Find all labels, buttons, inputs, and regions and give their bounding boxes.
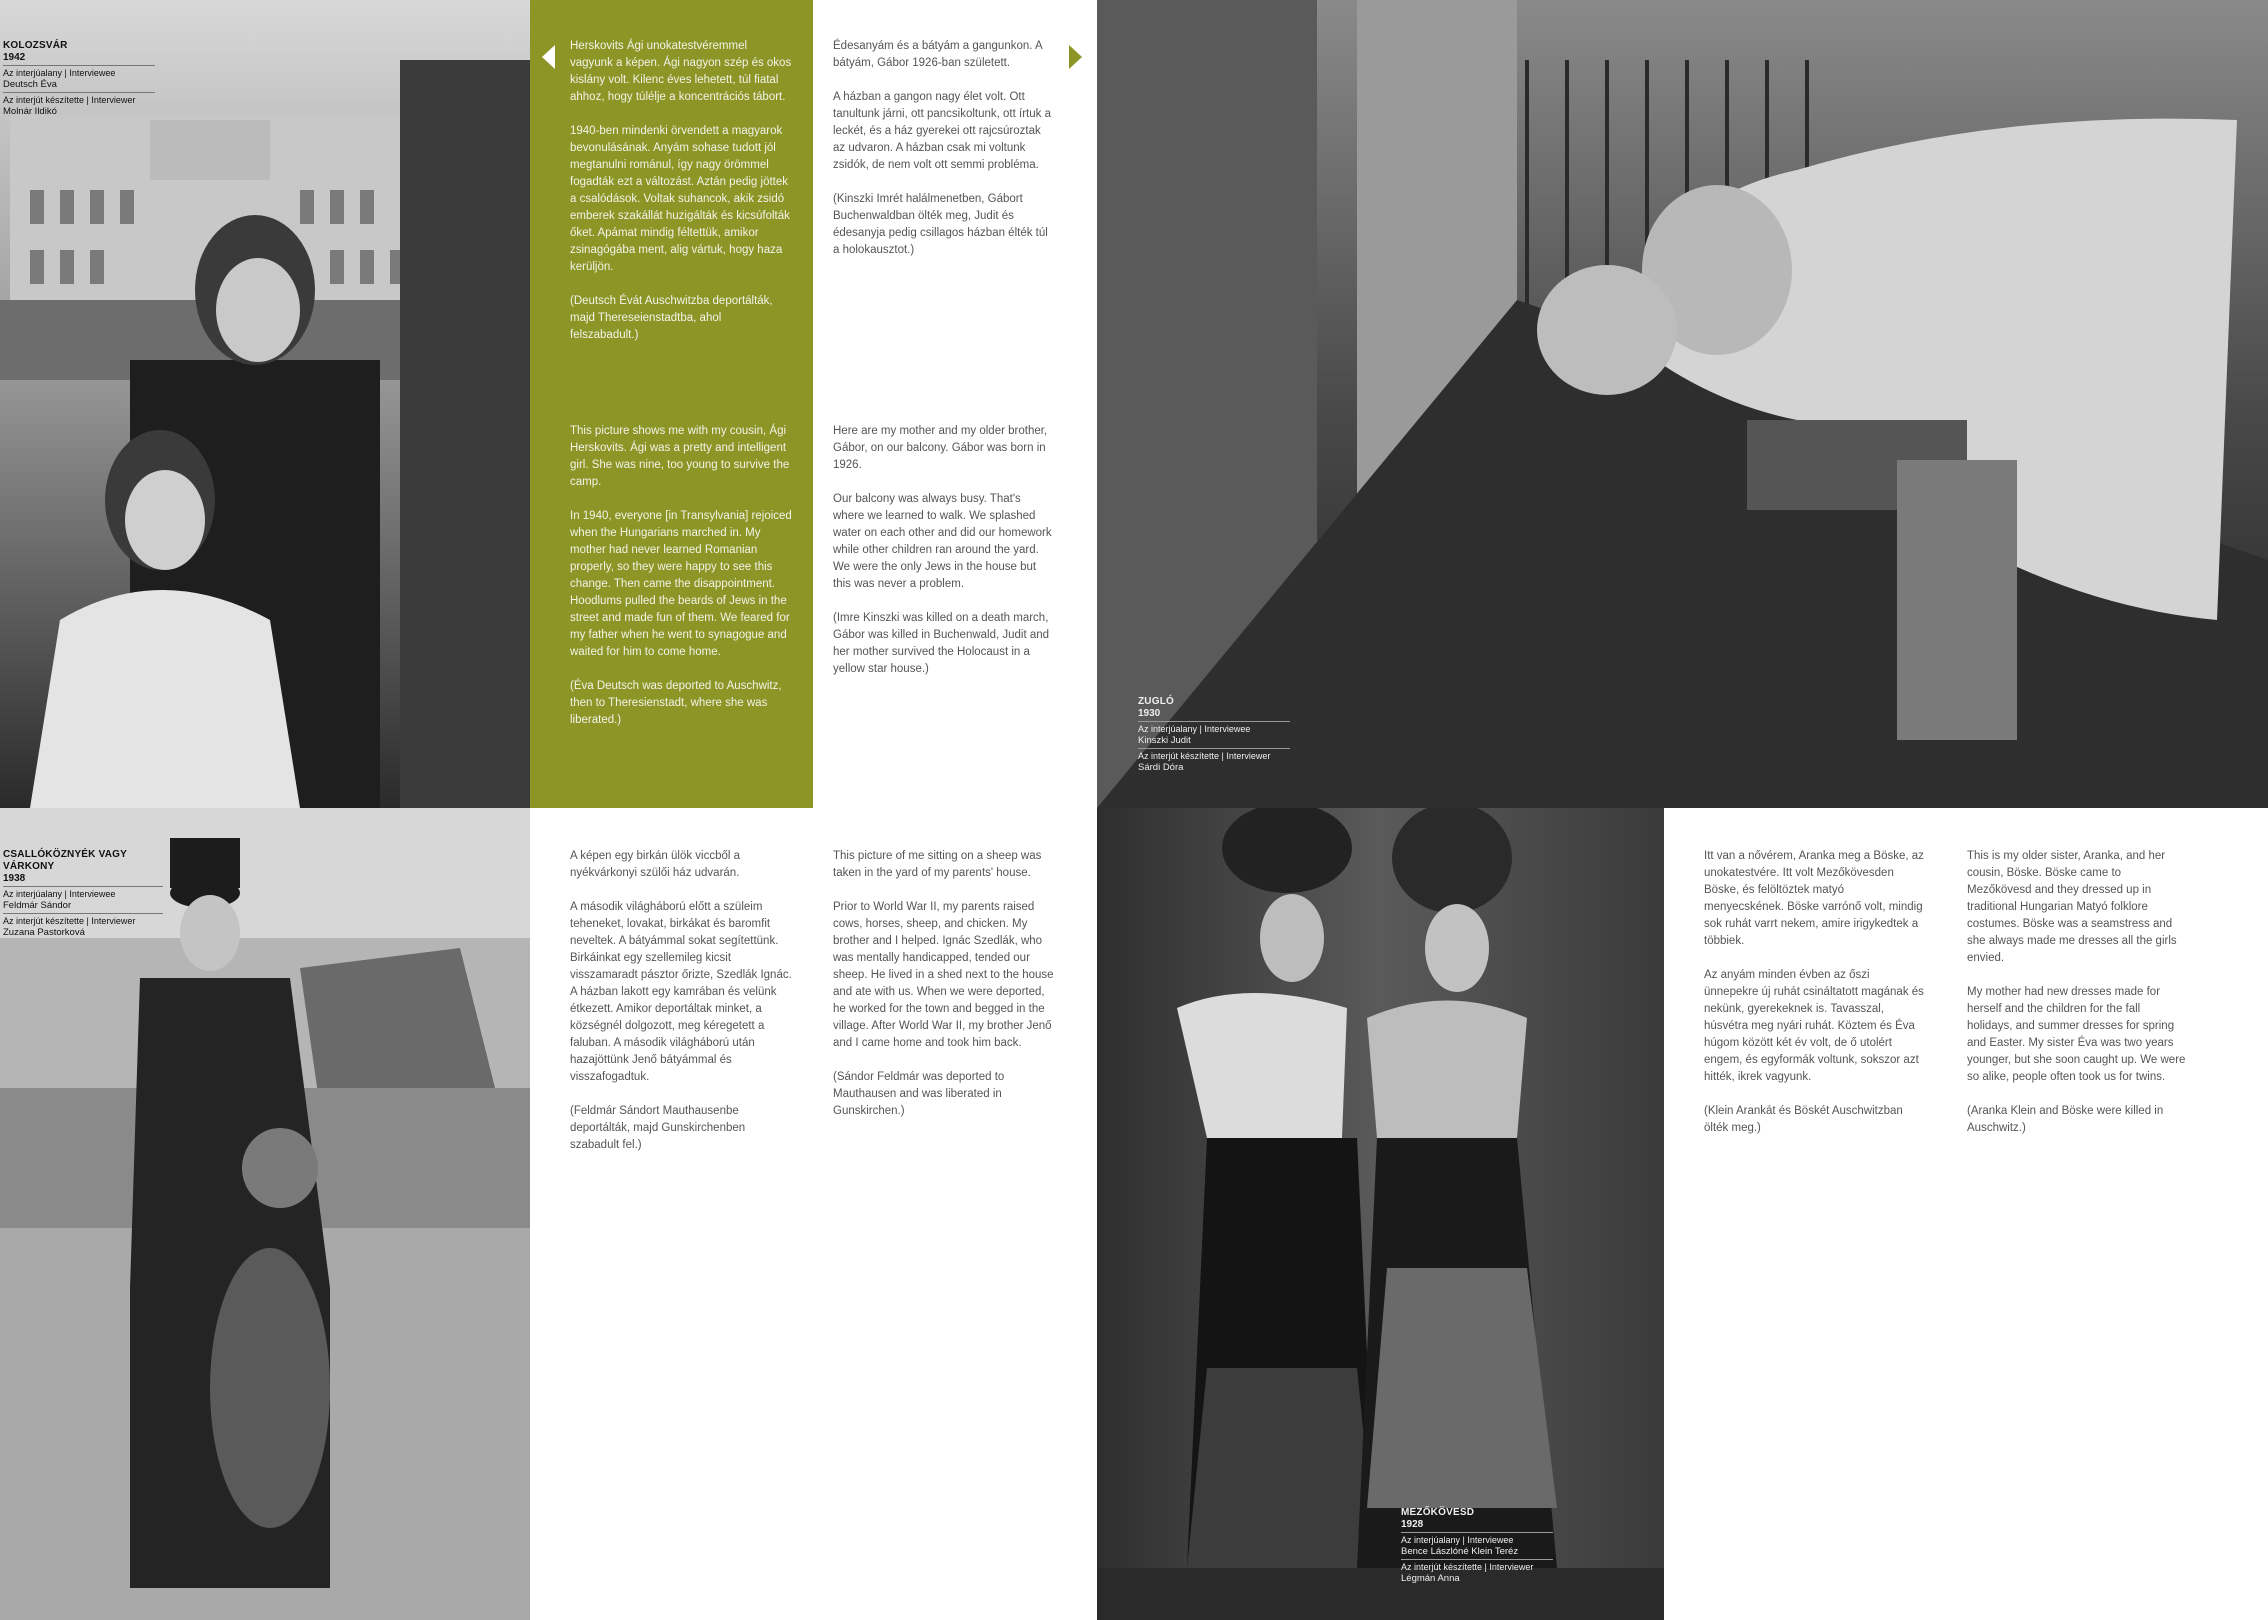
caption-interviewee: Kinszki Judit (1138, 735, 1290, 749)
caption-interviewer: Molnár Ildikó (3, 106, 57, 117)
paragraph: A második világháború előtt a szüleim teheneket, lovakat, birkákat és baromfit neveltek. A bátyámmal sokat segítettünk. Birkáinkat egy szellemileg kicsit visszamaradt pásztor őrizte, Szedlák Ignác. A házban lakott egy kamrában és velünk étkezett. Amikor deportáltak minket, a községnél dolgozott, meg kéregetett a faluban. A második világháború után hazajöttünk Jenő bátyámmal és visszafogadtuk. (570, 901, 792, 1083)
paragraph: (Sándor Feldmár was deported to Mauthausen and was liberated in Gunskirchen.) (833, 1071, 1005, 1117)
paragraph: This picture shows me with my cousin, Ági Herskovits. Ági was a pretty and intelligent girl. She was nine, too young to survive the camp. (570, 425, 790, 488)
paragraph: Az anyám minden évben az őszi ünnepekre új ruhát csináltatott magának és nekünk, gyerekeknek is. Tavasszal, húsvétra meg nyári ruhát. Köztem és Éva húgom között két év volt, de ő utolért engem, és egyformák voltunk, sokszor azt hitték, ikrek vagyunk. (1704, 969, 1924, 1083)
caption-place: CSALLÓKÖZNYÉK VAGY VÁRKONY (3, 849, 127, 872)
caption-mezokovesd (1401, 1507, 1553, 1584)
caption-interviewee: Feldmár Sándor (3, 900, 163, 914)
caption-year: 1938 (3, 873, 163, 887)
paragraph: Our balcony was always busy. That's where we learned to walk. We splashed water on each other and did our homework while other children ran around the yard. We were the only Jews in the house but this was never a problem. (833, 493, 1052, 590)
paragraph: (Imre Kinszki was killed on a death march, Gábor was killed in Buchenwald, Judit and her mother survived the Holocaust in a yellow star house.) (833, 612, 1050, 675)
paragraph: Itt van a nővérem, Aranka meg a Böske, az unokatestvére. Itt volt Mezőkövesden Böske, és felöltöztek matyó menyecskének. Böske varrónő volt, mindig sok ruhát varrt nekem, amire irigykedtek a többiek. (1704, 850, 1924, 947)
paragraph: (Éva Deutsch was deported to Auschwitz, then to Theresienstadt, where she was liberated.) (570, 680, 782, 726)
paragraph: Prior to World War II, my parents raised cows, horses, sheep, and chicken. My brother and I helped. Ignác Szedlák, who was mentally handicapped, tended our sheep. He lived in a shed next to the house and ate with us. When we were deported, he worked for the town and begged in the village. After World War II, my brother Jenő and I came home and took him back. (833, 901, 1054, 1049)
paragraph: (Feldmár Sándort Mauthausenbe deportálták, majd Gunskirchenben szabadult fel.) (570, 1105, 746, 1151)
paragraph: 1940-ben mindenki örvendett a magyarok bevonulásának. Anyám sohase tudott jól megtanulni románul, így nagy örömmel fogadták ezt a változást. Aztán pedig jöttek a csalódások. Voltak suhancok, akik zsidó emberek szakállát huzigálták és kicsúfolták őket. Apámat mindig féltettük, amikor zsinagógába ment, alig vártuk, hogy haza kerüljön. (570, 125, 790, 273)
caption-year: 1930 (1138, 708, 1290, 722)
paragraph: Here are my mother and my older brother, Gábor, on our balcony. Gábor was born in 1926. (833, 425, 1048, 471)
paragraph: In 1940, everyone [in Transylvania] rejoiced when the Hungarians marched in. My mother had never learned Romanian properly, so they were happy to see this change. Then came the disappointment. Hoodlums pulled the beards of Jews in the street and made fun of them. We feared for my father when he went to synagogue and waited for him to come home. (570, 510, 792, 658)
photo-kolozsvar (0, 0, 530, 808)
text-sandor-english (833, 848, 1055, 1137)
paragraph: My mother had new dresses made for herself and the children for the fall holidays, and summer dresses for spring and Easter. My sister Éva was two years younger, but she soon caught up. We were so alike, people often took us for twins. (1967, 986, 2186, 1083)
paragraph: Édesanyám és a bátyám a gangunkon. A bátyám, Gábor 1926-ban született. (833, 40, 1043, 69)
caption-place: MEZŐKÖVESD (1401, 1507, 1475, 1518)
caption-interviewer-label: Az interjút készítette | Interviewer (1401, 1562, 1534, 1572)
photo-mezokovesd (1097, 808, 1664, 1620)
caption-year: 1928 (1401, 1519, 1553, 1533)
caption-interviewee-label: Az interjúalany | Interviewee (3, 889, 116, 899)
paragraph: A képen egy birkán ülök viccből a nyékvárkonyi szülői ház udvarán. (570, 850, 741, 879)
photo-zuglo (1097, 0, 2268, 808)
caption-interviewer-label: Az interjút készítette | Interviewer (3, 916, 136, 926)
caption-interviewee: Deutsch Éva (3, 79, 155, 93)
paragraph: (Deutsch Évát Auschwitzba deportálták, majd Thereseienstadtba, ahol felszabadult.) (570, 295, 773, 341)
text-teri-english (1967, 848, 2187, 1154)
caption-csallokoz (3, 849, 163, 938)
paragraph: (Klein Arankát és Böskét Auschwitzban ölték meg.) (1704, 1105, 1903, 1134)
text-teri-hungarian (1704, 848, 1924, 1154)
paragraph: Herskovits Ági unokatestvéremmel vagyunk a képen. Ági nagyon szép és okos kislány volt. Kilenc éves lehetett, túl fiatal ahhoz, hogy túlélje a koncentrációs tábort. (570, 40, 792, 103)
caption-place: KOLOZSVÁR (3, 40, 68, 51)
paragraph: (Kinszki Imrét halálmenetben, Gábort Buchenwaldban ölték meg, Judit és édesanyja pedig csillagos házban élték túl a holokausztot.) (833, 193, 1048, 256)
paragraph: A házban a gangon nagy élet volt. Ott tanultunk járni, ott pancsikoltunk, ott írtuk a leckét, és a ház gyerekei ott rajcsúroztak az udvaron. A házban csak mi voltunk zsidók, de nem volt ott semmi probléma. (833, 91, 1051, 171)
caption-interviewee-label: Az interjúalany | Interviewee (1138, 724, 1251, 734)
caption-interviewer-label: Az interjút készítette | Interviewer (1138, 751, 1271, 761)
text-judit-hungarian (833, 38, 1055, 276)
right-arrow-icon[interactable] (1068, 44, 1084, 70)
caption-year: 1942 (3, 52, 155, 66)
caption-interviewer-label: Az interjút készítette | Interviewer (3, 95, 136, 105)
text-judit-english (833, 423, 1055, 695)
caption-interviewer: Sárdi Dóra (1138, 762, 1184, 773)
caption-place: ZUGLÓ (1138, 696, 1174, 707)
paragraph: (Aranka Klein and Böske were killed in Auschwitz.) (1967, 1105, 2164, 1134)
caption-interviewee-label: Az interjúalany | Interviewee (1401, 1535, 1514, 1545)
caption-interviewee-label: Az interjúalany | Interviewee (3, 68, 116, 78)
caption-interviewee: Bence Lászlóné Klein Teréz (1401, 1546, 1553, 1560)
caption-interviewer: Légmán Anna (1401, 1573, 1460, 1584)
caption-interviewer: Zuzana Pastorková (3, 927, 85, 938)
text-eva-hungarian (570, 38, 792, 361)
caption-kolozsvar (3, 40, 155, 117)
left-arrow-icon[interactable] (540, 44, 556, 70)
paragraph: This picture of me sitting on a sheep was taken in the yard of my parents' house. (833, 850, 1042, 879)
caption-zuglo (1138, 696, 1290, 773)
text-sandor-hungarian (570, 848, 792, 1171)
text-eva-english (570, 423, 792, 746)
paragraph: This is my older sister, Aranka, and her cousin, Böske. Böske came to Mezőkövesd and they dressed up in traditional Hungarian Matyó folklore costumes. Böske was a seamstress and she always made me dresses all the girls envied. (1967, 850, 2177, 964)
